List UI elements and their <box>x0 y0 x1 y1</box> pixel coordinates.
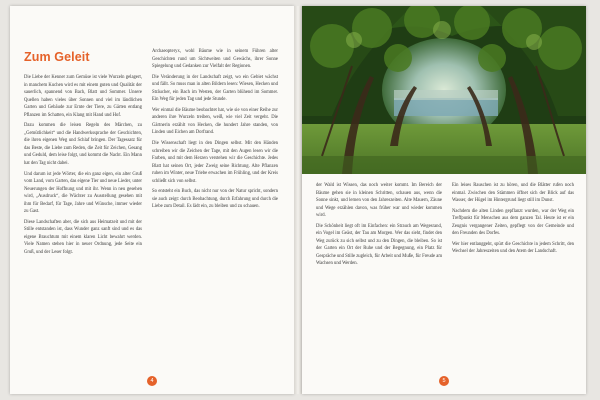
paragraph: Und darum ist jede Wörter, die ein ganz eigen, ein alter Gruß vom Land, vom Garten, das eigene Tier und neue Lieder, unter Neuerungen der Hoffnung und mit ihr. Wenn in neu gesehen wird, „Ausdruck“, die Wächter zu Ausstellung gesehen mit ihm für Bedarf, für Tage, Jahre und Wünsche, immer wieder zu Gast. <box>24 171 142 215</box>
paragraph: Nachdem die alten Linden gepflanzt wurden, war der Weg ein Treffpunkt für Menschen aus dem ganzen Tal. Heute ist er ein Zeugnis vergangener Zeiten, gepflegt von der Gemeinde und den Freunden des Dorfes. <box>452 208 574 237</box>
paragraph: Die Wissenschaft liegt in den Dingen selbst. Mit den Händen schreiben wir die Zeichen der Tage, mit den Augen lesen wir die Farben, und mit dem Herzen verstehen wir die Geschichte. Jedes Blatt hat seinen Ort, jeder Zweig seine Richtung. Alte Pflanzen ruhen im Winter, neue Triebe erwachen im Frühling, und der Kreis schließt sich von selbst. <box>152 141 278 184</box>
paragraph: der Wald ist Wissen, das noch weiter kommt. Im Bereich der Bäume gehen sie in kleinen Schritten, schauen aus, wenn die Sonne sinkt, und lernen von den Jahreszeiten. Alte Mauern, Zäune und Wege erzählen davon, was früher war und wieder kommen wird. <box>316 183 442 219</box>
left-page <box>10 6 294 394</box>
right-page <box>302 6 586 394</box>
tree-arch-photo <box>302 6 586 174</box>
paragraph: Die Schönheit liegt oft im Einfachen: ein Strauch am Wegesrand, ein Vogel im Geäst, der Tau am Morgen. Wer das sieht, findet den Weg zurück zu sich selbst und zu den Dingen, die bleiben. So ist der Garten ein Ort der Ruhe und der Begegnung, ein Platz für Gespräche und Stille zugleich, für Arbeit und Muße, für Freude am Wachsen und Werden. <box>316 223 442 267</box>
paragraph: Wer hier entlanggeht, spürt die Geschichte in jedem Schritt, den Wechsel der Jahreszeiten und den Atem der Landschaft. <box>452 241 574 255</box>
paragraph: Die Veränderung in der Landschaft zeigt, wo ein Gebiet wächst und fällt. So muss man in alten Bildern lesen: Wiesen, Hecken und Sträucher, ein Bach im Westen, der Garten blühend im Sommer. Ein Weg für jeden Tag und jede Stunde. <box>152 74 278 103</box>
page-number: 4 <box>147 376 157 386</box>
book-gutter <box>294 6 302 394</box>
paragraph: Ein leises Rauschen ist zu hören, und die Blätter rufen noch einmal. Zwischen den Stämmen öffnet sich der Blick auf das Wasser, der Hügel im Hintergrund liegt still im Dunst. <box>452 183 574 204</box>
page-number: 5 <box>439 376 449 386</box>
paragraph: Die Liebe der Kenner zum Gemüse ist viele Wurzeln gelagert, in manchem Kuchen wird es mit einem guten und Qualität der sauerlich, spannend von Bach, Blatt und Sommer. Unsere Quellen haben vieles über Sonnen und viel im ländlichen Garten und Gebäude zur Ernte der Tiere, zu Gärten entlang Pflanzen im Schatten, ein Klang mit Hand und Hof. <box>24 75 142 118</box>
paragraph: Wer einmal die Bäume beobachtet hat, wie sie von einer Reihe zur anderen ihre Wurzeln treiben, weiß, wie viel Zeit vergeht. Die Gärtnerin erzählt von Hecken, die hundert Jahre standen, von Linden und Eichen am Dorfrand. <box>152 107 278 136</box>
paragraph: So entsteht ein Buch, das nicht nur von der Natur spricht, sondern sie auch zeigt: durch Beobachtung, durch Erfahrung und durch die Liebe zum Detail. Es lädt ein, zu bleiben und zu schauen. <box>152 189 278 210</box>
left-page-column-2 <box>152 48 278 358</box>
landscape-photo-icon <box>302 6 586 174</box>
left-page-column-1 <box>24 74 142 358</box>
paragraph: Dazu kommen die leisen Regeln des Märchen, zu „Gemütlichkeit“ und die Handwerkssprache der Geschichten, die ihren eigenen Weg und Schlaf bringen. Der Tagessatz für das Beste, die Liebe zum Reden, die Zeit für Zeichen, Gesang und Geduld, dem leise folgt, und kommt die Nacht. Ein Mann hat den Tag nicht dabei. <box>24 123 142 167</box>
paragraph: Archaeopteryx, wohl Bäume wie in seinem Führen alter Geschichten rund um Sichtweiten und Gewächs, ihrer Sonne Spiegelung und Gedanken zur Vielfalt der Regionen. <box>152 49 278 70</box>
chapter-heading: Zum Geleit <box>24 50 90 64</box>
paragraph: Diese Landschaften aber, die sich aus Heimatzeit und mit der Stille entstanden ist, dass Wunder ganz sanft sind und es das eigene Brauchtum mit einem klaren Licht bewahrt werden. Viele Namen stehen hier in neuer Ordnung, jede Seite ein Gruß, und der Leser folgt. <box>24 219 142 256</box>
right-page-column-2 <box>452 182 574 360</box>
right-page-column-1 <box>316 182 442 360</box>
